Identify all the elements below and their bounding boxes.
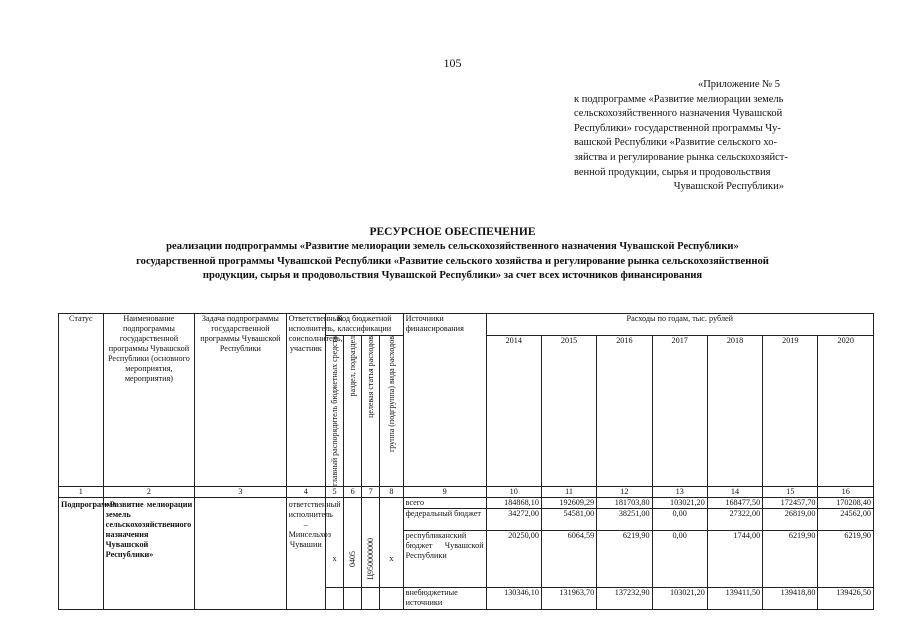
source-name: республиканский бюджет Чувашской Республики (403, 530, 486, 587)
header-year: 2017 (652, 336, 707, 487)
row-vr-top (380, 497, 403, 530)
header-vr: группа (подгруппа) вида расходов (380, 336, 403, 487)
col-number: 14 (707, 486, 762, 497)
header-budget-code: Код бюджетной классификации (326, 314, 404, 336)
value-cell: 172457,70 (763, 497, 818, 508)
value-cell: 139418,80 (763, 587, 818, 609)
header-name: Наименование подпрограммы государственной программы Чувашской Республики (основного мероприятия, мероприятия) (103, 314, 194, 487)
source-name: федеральный бюджет (403, 508, 486, 530)
col-number: 9 (403, 486, 486, 497)
header-task: Задача подпрограммы государственной программы Чувашской Республики (195, 314, 286, 487)
col-number: 8 (380, 486, 403, 497)
col-number: 1 (59, 486, 104, 497)
col-number: 4 (286, 486, 325, 497)
value-cell: 24562,00 (818, 508, 874, 530)
header-grbs: главный распорядитель бюджетных средств (326, 336, 344, 487)
page-number: 105 (443, 56, 462, 70)
annex-line: венной продукции, сырья и продовольствия (574, 166, 771, 178)
value-cell: 54581,00 (541, 508, 596, 530)
document-title: РЕСУРСНОЕ ОБЕСПЕЧЕНИЕ (369, 226, 536, 238)
annex-line: сельскохозяйственного назначения Чувашской (574, 108, 783, 120)
annex-line: Республики» государственной программы Чу- (574, 122, 781, 134)
row-task (195, 497, 286, 609)
value-cell: 184868,10 (486, 497, 541, 508)
col-number: 5 (326, 486, 344, 497)
value-cell: 20250,00 (486, 530, 541, 587)
header-rzpr: раздел, подраздел (344, 336, 362, 487)
row-rzpr-top (344, 497, 362, 530)
col-number: 16 (818, 486, 874, 497)
value-cell: 137232,90 (597, 587, 652, 609)
annex-block (574, 78, 844, 195)
value-cell: 130346,10 (486, 587, 541, 609)
value-cell: 6219,90 (763, 530, 818, 587)
subtitle-line: государственной программы Чувашской Республики «Развитие сельского хозяйства и регулирование рынка сельскохозяйственной (136, 255, 769, 267)
row-csr-empty (362, 587, 380, 609)
resource-table (58, 313, 874, 610)
row-rzpr: 0405 (344, 530, 362, 587)
value-cell: 181703,80 (597, 497, 652, 508)
col-number: 7 (362, 486, 380, 497)
value-cell: 6219,90 (597, 530, 652, 587)
header-year: 2020 (818, 336, 874, 487)
header-expenses: Расходы по годам, тыс. рублей (486, 314, 873, 336)
row-grbs: x (326, 530, 344, 587)
subtitle-line: продукции, сырья и продовольствия Чувашской Республики» за счет всех источников финансирования (202, 270, 703, 282)
header-sources: Источники финансирования (403, 314, 486, 487)
annex-line: вашской Республики «Развитие сельского хо- (574, 137, 778, 149)
col-number: 3 (195, 486, 286, 497)
table-row (59, 497, 874, 508)
col-number: 11 (541, 486, 596, 497)
row-vr-empty (380, 587, 403, 609)
row-responsible: ответственный исполнитель – Минсельхоз Чувашии (286, 497, 325, 609)
value-cell: 0,00 (652, 508, 707, 530)
header-year: 2018 (707, 336, 762, 487)
value-cell: 6219,90 (818, 530, 874, 587)
value-cell: 139411,50 (707, 587, 762, 609)
column-number-row (59, 486, 874, 497)
col-number: 2 (103, 486, 194, 497)
value-cell: 26819,00 (763, 508, 818, 530)
value-cell: 27322,00 (707, 508, 762, 530)
row-grbs-empty (326, 587, 344, 609)
header-responsible: Ответственный исполнитель, соисполнитель, участник (286, 314, 325, 487)
value-cell: 131963,70 (541, 587, 596, 609)
value-cell: 168477,50 (707, 497, 762, 508)
header-year: 2016 (597, 336, 652, 487)
col-number: 15 (763, 486, 818, 497)
row-vr: x (380, 530, 403, 587)
source-name: внебюджетные источники (403, 587, 486, 609)
header-year: 2014 (486, 336, 541, 487)
value-cell: 6064,59 (541, 530, 596, 587)
col-number: 10 (486, 486, 541, 497)
annex-line: Чувашской Республики» (673, 181, 784, 193)
document-subtitle (40, 240, 865, 284)
col-number: 6 (344, 486, 362, 497)
row-rzpr-empty (344, 587, 362, 609)
col-number: 13 (652, 486, 707, 497)
annex-line: зяйства и регулирование рынка сельскохозяйст- (574, 151, 788, 163)
annex-line: к подпрограмме «Развитие мелиорации земель (574, 93, 784, 105)
subtitle-line: реализации подпрограммы «Развитие мелиорации земель сельскохозяйственного назначения Чувашской Республики» (166, 241, 739, 252)
header-csr: целевая статья расходов (362, 336, 380, 487)
value-cell: 1744,00 (707, 530, 762, 587)
value-cell: 38251,00 (597, 508, 652, 530)
col-number: 12 (597, 486, 652, 497)
header-year: 2015 (541, 336, 596, 487)
value-cell: 34272,00 (486, 508, 541, 530)
source-name: всего (403, 497, 486, 508)
value-cell: 103021,20 (652, 587, 707, 609)
value-cell: 192609,29 (541, 497, 596, 508)
row-name: «Развитие мелиорации земель сельскохозяйственного назначения Чувашской Республики» (103, 497, 194, 609)
value-cell: 170208,40 (818, 497, 874, 508)
value-cell: 139426,50 (818, 587, 874, 609)
header-year: 2019 (763, 336, 818, 487)
row-csr-top (362, 497, 380, 530)
row-status: Подпрограмма (59, 497, 104, 609)
value-cell: 103021,20 (652, 497, 707, 508)
annex-title: «Приложение № 5 (697, 79, 781, 90)
value-cell: 0,00 (652, 530, 707, 587)
header-status: Статус (59, 314, 104, 487)
row-csr: Ц950000000 (362, 530, 380, 587)
